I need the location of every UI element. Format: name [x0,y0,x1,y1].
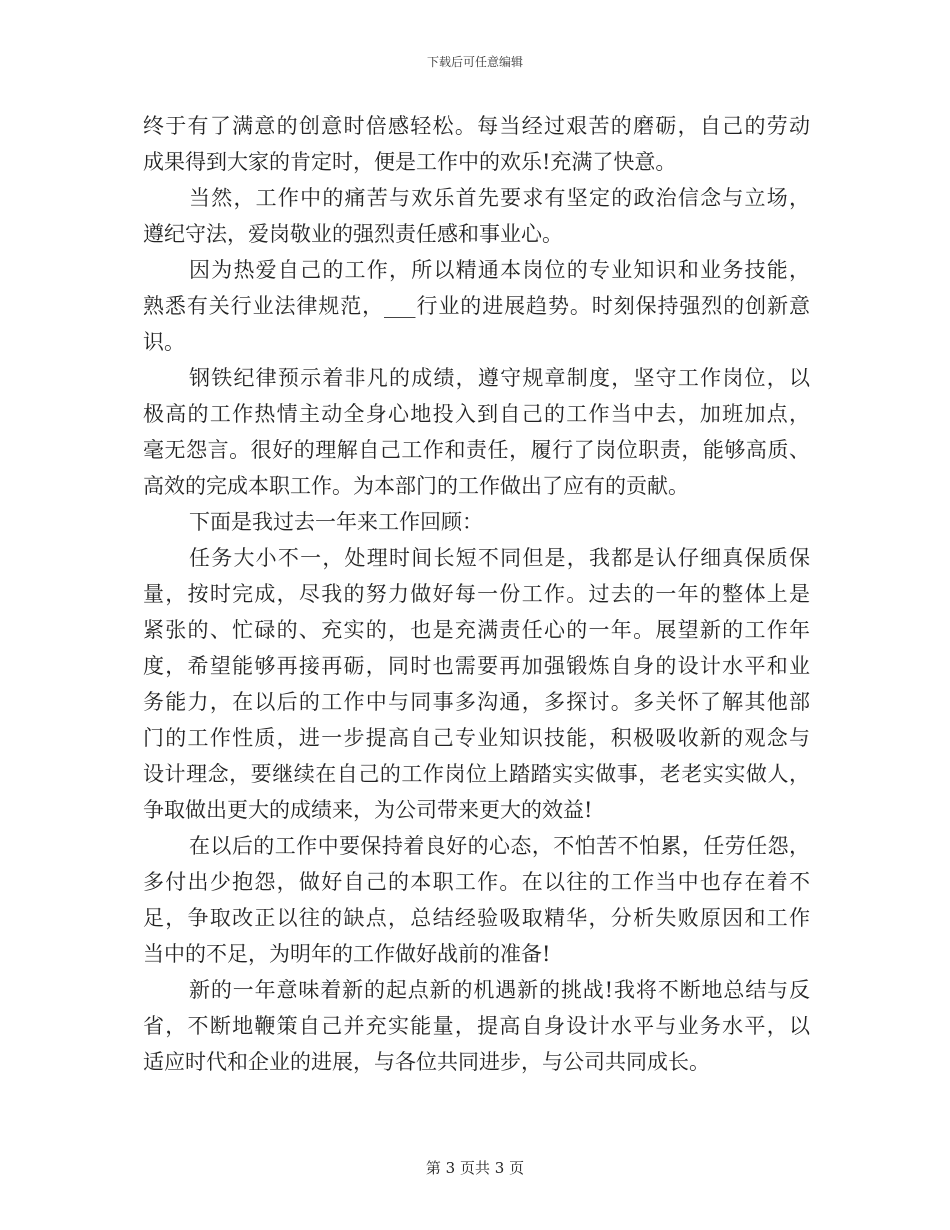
paragraph [143,252,810,360]
paragraph [143,828,810,972]
text-line: 设计理念，要继续在自己的工作岗位上踏踏实实做事，老老实实做人， [143,762,810,786]
text-line: 遵纪守法，爱岗敬业的强烈责任感和事业心。 [143,222,563,246]
text-line: 当中的不足，为明年的工作做好战前的准备! [143,942,551,966]
text-line: 极高的工作热情主动全身心地投入到自己的工作当中去，加班加点， [143,402,810,426]
page-header: 下载后可任意编辑 [426,55,523,69]
text-line: 任务大小不一，处理时间长短不同但是，我都是认仔细真保质保 [189,546,810,570]
text-line: 争取做出更大的成绩来，为公司带来更大的效益! [143,798,593,822]
text-line: 度，希望能够再接再砺，同时也需要再加强锻炼自身的设计水平和业 [143,654,810,678]
paragraph [143,180,810,252]
text-line: 务能力，在以后的工作中与同事多沟通，多探讨。多关怀了解其他部 [143,690,810,714]
paragraph [143,972,810,1080]
text-line: 紧张的、忙碌的、充实的，也是充满责任心的一年。展望新的工作年 [143,618,810,642]
paragraph [143,540,810,828]
text-line: 钢铁纪律预示着非凡的成绩，遵守规章制度，坚守工作岗位，以 [189,366,810,390]
text-line: 省，不断地鞭策自己并充实能量，提高自身设计水平与业务水平，以 [143,1014,810,1038]
text-line: 当然，工作中的痛苦与欢乐首先要求有坚定的政治信念与立场， [189,186,810,210]
text-line: 终于有了满意的创意时倍感轻松。每当经过艰苦的磨砺，自己的劳动 [143,114,810,138]
text-line: 量，按时完成，尽我的努力做好每一份工作。过去的一年的整体上是 [143,582,810,606]
text-line: 多付出少抱怨，做好自己的本职工作。在以往的工作当中也存在着不 [143,870,810,894]
text-line: 熟悉有关行业法律规范，___行业的进展趋势。时刻保持强烈的创新意 [143,294,810,318]
document-body [143,108,810,1080]
paragraph [143,108,810,180]
text-line: 在以后的工作中要保持着良好的心态，不怕苦不怕累，任劳任怨， [189,834,810,858]
text-line: 毫无怨言。很好的理解自己工作和责任，履行了岗位职责，能够高质、 [143,438,810,462]
text-line: 因为热爱自己的工作，所以精通本岗位的专业知识和业务技能， [189,258,810,282]
text-line: 适应时代和企业的进展，与各位共同进步，与公司共同成长。 [143,1050,710,1074]
text-line: 识。 [143,330,185,354]
paragraph [143,504,810,540]
text-line: 下面是我过去一年来工作回顾： [189,510,483,534]
text-line: 门的工作性质，进一步提高自己专业知识技能，积极吸收新的观念与 [143,726,810,750]
text-line: 新的一年意味着新的起点新的机遇新的挑战!我将不断地总结与反 [189,978,810,1002]
paragraph [143,360,810,504]
text-line: 成果得到大家的肯定时，便是工作中的欢乐!充满了快意。 [143,150,677,174]
text-line: 足，争取改正以往的缺点，总结经验吸取精华，分析失败原因和工作 [143,906,810,930]
page-footer: 第 3 页共 3 页 [425,1159,525,1177]
text-line: 高效的完成本职工作。为本部门的工作做出了应有的贡献。 [143,474,689,498]
